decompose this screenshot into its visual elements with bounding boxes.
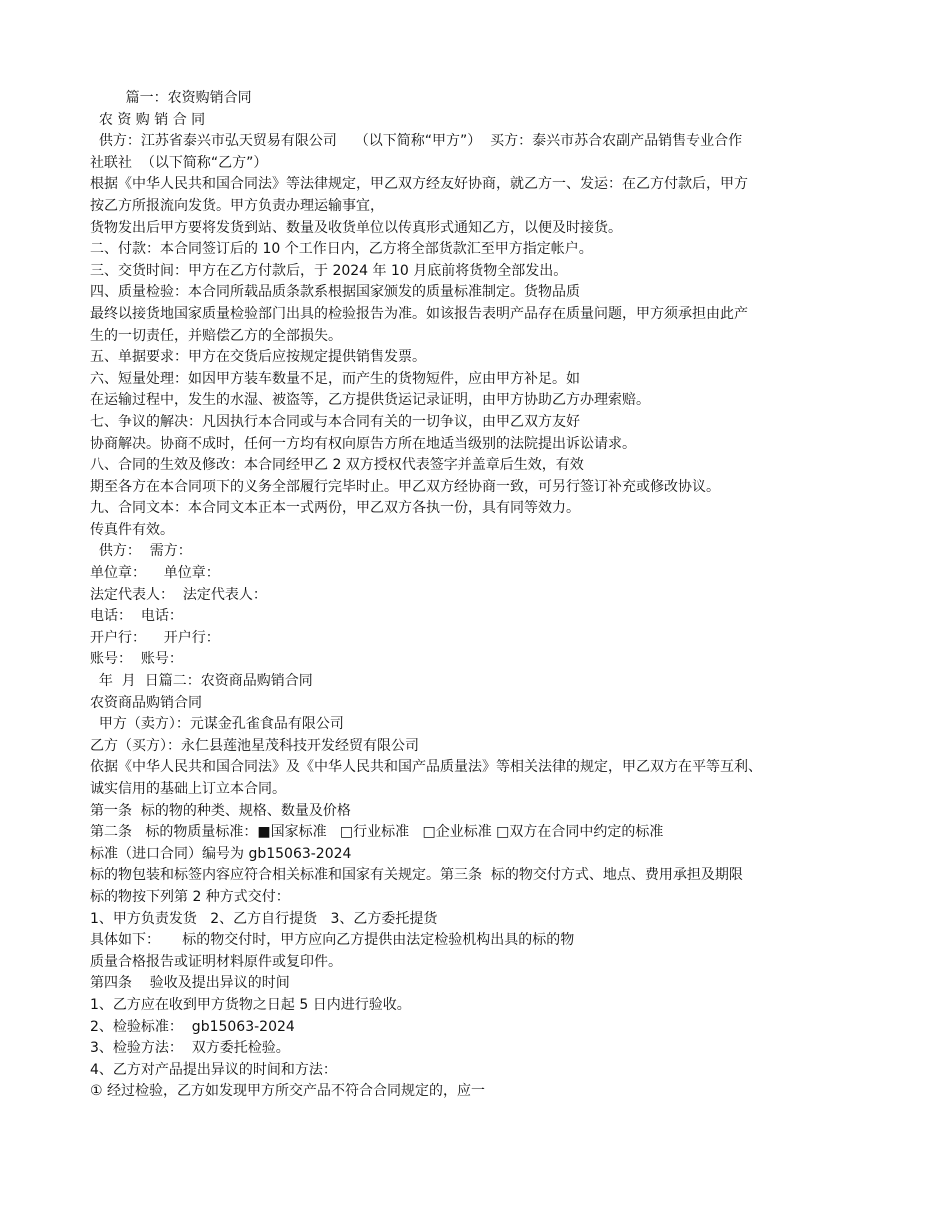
doc-line: 诚实信用的基础上订立本合同。 [90,781,286,797]
doc-line: 社联社 （以下简称“乙方”） [90,154,268,171]
doc-line: 依据《中华人民共和国合同法》及《中华人民共和国产品质量法》等相关法律的规定，甲乙双方在平等互利、 [90,759,762,776]
doc-line: 质量合格报告或证明材料原件或复印件。 [90,953,342,970]
doc-line: 四、质量检验：本合同所载品质条款系根据国家颁发的质量标准制定。货物品质 [90,284,580,301]
doc-title: 农 资 购 销 合 同 [90,111,206,128]
doc-line: 标的物包装和标签内容应符合相关标准和国家有关规定。第三条 标的物交付方式、地点、费用承担及期限 [90,867,743,884]
doc-line: 六、短量处理：如因甲方装车数量不足，而产生的货物短件，应由甲方补足。如 [90,370,580,387]
signature-line: 单位章： 单位章： [90,565,220,582]
doc-line: ① 经过检验，乙方如发现甲方所交产品不符合合同规定的，应一 [90,1083,485,1100]
signature-line: 电话： 电话： [90,608,183,625]
doc-line: 在运输过程中，发生的水湿、被盗等，乙方提供货运记录证明，由甲方协助乙方办理索赔。 [90,392,650,409]
doc-line: 1、乙方应在收到甲方货物之日起 5 日内进行验收。 [90,996,411,1013]
doc-line: 篇一：农资购销合同 [90,90,252,106]
signature-line: 供方： 需方： [90,543,192,560]
doc-line: 4、乙方对产品提出异议的时间和方法： [90,1061,337,1078]
signature-line: 开户行： 开户行： [90,629,220,646]
doc-line: 八、合同的生效及修改：本合同经甲乙 2 双方授权代表签字并盖章后生效，有效 [90,457,584,474]
doc-line: 供方：江苏省泰兴市弘天贸易有限公司 （以下简称“甲方”） 买方：泰兴市苏合农副产品销售专业合作 [90,133,743,150]
doc-line: 3、检验方法： 双方委托检验。 [90,1040,290,1057]
doc-line: 三、交货时间：甲方在乙方付款后，于 2024 年 10 月底前将货物全部发出。 [90,262,568,279]
doc-line: 货物发出后甲方要将发货到站、数量及收货单位以传真形式通知乙方，以便及时接货。 [90,219,622,236]
doc-line: 标的物按下列第 2 种方式交付： [90,888,290,905]
doc-line: 二、付款：本合同签订后的 10 个工作日内，乙方将全部货款汇至甲方指定帐户。 [90,241,593,258]
doc-line: 甲方（卖方）：元谋金孔雀食品有限公司 [90,716,344,733]
doc-line: 七、争议的解决：凡因执行本合同或与本合同有关的一切争议，由甲乙双方友好 [90,413,580,430]
doc-line: 生的一切责任，并赔偿乙方的全部损失。 [90,327,342,344]
doc-line: 2、检验标准： gb15063-2024 [90,1018,295,1035]
doc-title: 农资商品购销合同 [90,694,202,711]
doc-line: 五、单据要求：甲方在交货后应按规定提供销售发票。 [90,349,426,366]
doc-line: 九、合同文本：本合同文本正本一式两份，甲乙双方各执一份，具有同等效力。 [90,500,580,517]
signature-line: 账号： 账号： [90,651,183,668]
doc-line: 期至各方在本合同项下的义务全部履行完毕时止。甲乙双方经协商一致，可另行签订补充或修改协议。 [90,478,720,495]
doc-line: 标准（进口合同）编号为 gb15063-2024 [90,845,352,862]
doc-line: 第一条 标的物的种类、规格、数量及价格 [90,802,351,819]
doc-line: 按乙方所报流向发货。甲方负责办理运输事宜， [90,197,384,214]
doc-line: 根据《中华人民共和国合同法》等法律规定，甲乙双方经友好协商，就乙方一、发运：在乙方付款后，甲方 [90,176,748,193]
document-page [90,88,870,1103]
doc-line: 1、甲方负责发货 2、乙方自行提货 3、乙方委托提货 [90,910,438,927]
signature-line: 法定代表人： 法定代表人： [90,586,267,603]
doc-line: 具体如下： 标的物交付时，甲方应向乙方提供由法定检验机构出具的标的物 [90,932,575,949]
doc-line: 乙方（买方）：永仁县莲池星茂科技开发经贸有限公司 [90,737,419,754]
doc-line: 最终以接货地国家质量检验部门出具的检验报告为准。如该报告表明产品存在质量问题，甲方须承担由此产 [90,305,748,322]
doc-line: 传真件有效。 [90,521,174,538]
doc-line: 年 月 日篇二：农资商品购销合同 [90,673,313,690]
doc-line: 第二条 标的物质量标准：■国家标准 □行业标准 □企业标准 □双方在合同中约定的标准 [90,824,664,841]
doc-line: 第四条 验收及提出异议的时间 [90,975,290,992]
doc-line: 协商解决。协商不成时，任何一方均有权向原告方所在地适当级别的法院提出诉讼请求。 [90,435,636,452]
